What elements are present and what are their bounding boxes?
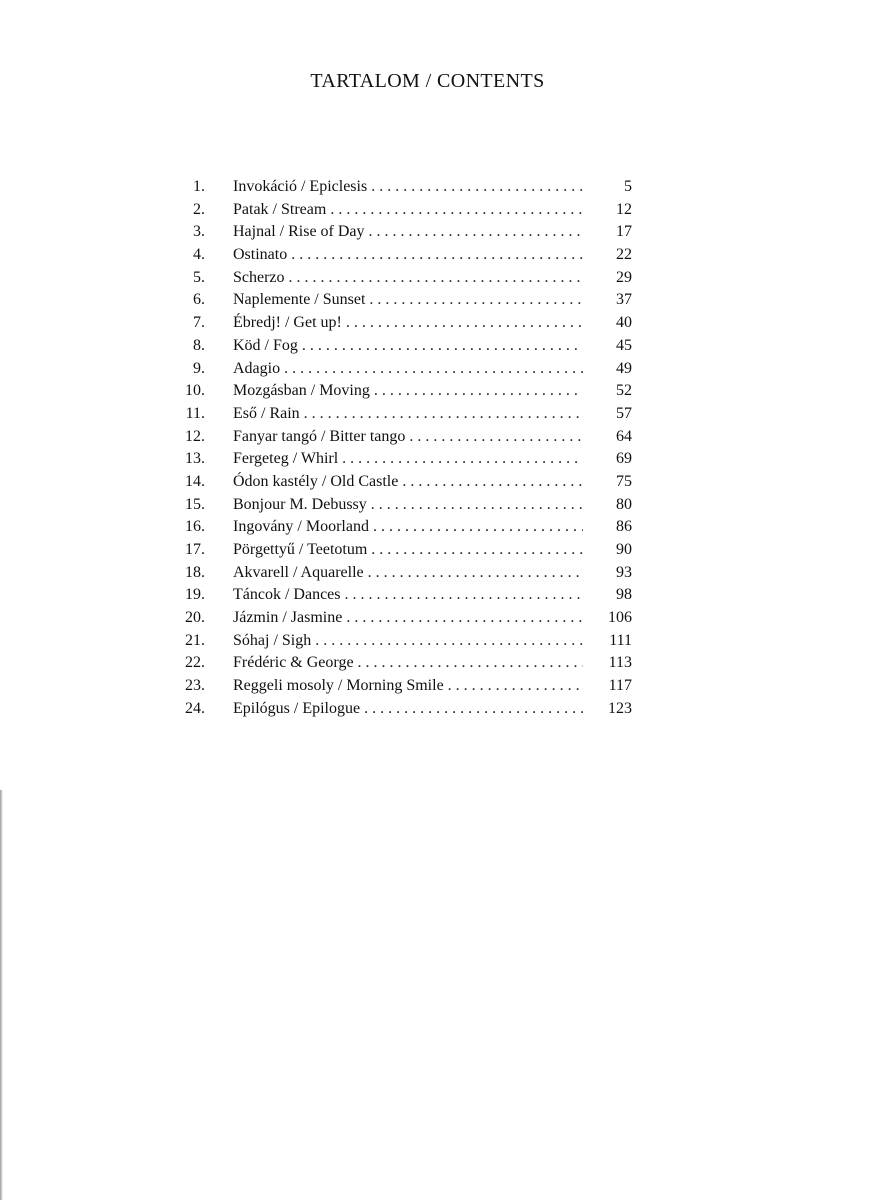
- entry-number: 2.: [193, 200, 205, 218]
- dot-leader: [342, 448, 583, 471]
- dot-leader: [345, 584, 583, 607]
- entry-page-number: 106: [608, 609, 632, 627]
- entry-number: 22.: [185, 654, 205, 672]
- entry-page-number: 123: [608, 699, 632, 717]
- dot-leader: [369, 221, 583, 244]
- toc-entry: [0, 448, 871, 471]
- entry-number: 11.: [185, 404, 205, 422]
- dot-leader: [371, 539, 583, 562]
- entry-title: Hajnal / Rise of Day: [233, 223, 365, 241]
- entry-number: 9.: [193, 359, 205, 377]
- page-title: TARTALOM / CONTENTS: [310, 70, 545, 92]
- entry-title-line: [233, 630, 583, 653]
- entry-title-line: [233, 448, 583, 471]
- entry-title: Táncok / Dances: [233, 586, 341, 604]
- dot-leader: [302, 335, 583, 358]
- entry-number: 23.: [185, 677, 205, 695]
- entry-title: Köd / Fog: [233, 336, 298, 354]
- entry-page-number: 52: [616, 382, 632, 400]
- entry-page-number: 93: [616, 563, 632, 581]
- entry-page-number: 113: [608, 654, 632, 672]
- entry-number: 19.: [185, 586, 205, 604]
- entry-page-number: 45: [616, 336, 632, 354]
- entry-title: Fergeteg / Whirl: [233, 450, 339, 468]
- toc-entry: [0, 652, 871, 675]
- entry-number: 1.: [193, 178, 205, 195]
- toc-entry: [0, 630, 871, 653]
- dot-leader: [289, 267, 583, 290]
- entry-page-number: 49: [616, 359, 632, 377]
- entry-title-line: [233, 244, 583, 267]
- entry-title-line: [233, 426, 583, 449]
- entry-number: 21.: [185, 631, 205, 649]
- entry-title-line: [233, 176, 583, 199]
- entry-title: Reggeli mosoly / Morning Smile: [233, 677, 444, 695]
- entry-title: Mozgásban / Moving: [233, 382, 370, 400]
- entry-page-number: 64: [616, 427, 632, 445]
- toc-entry: [0, 675, 871, 698]
- entry-title: Eső / Rain: [233, 404, 300, 422]
- entry-number: 15.: [185, 495, 205, 513]
- dot-leader: [371, 176, 583, 199]
- entry-page-number: 40: [616, 314, 632, 332]
- toc-entry: [0, 289, 871, 312]
- entry-title-line: [233, 494, 583, 517]
- entry-number: 13.: [185, 450, 205, 468]
- entry-title: Ódon kastély / Old Castle: [233, 472, 399, 490]
- entry-page-number: 98: [616, 586, 632, 604]
- dot-leader: [369, 289, 583, 312]
- toc-entry: [0, 312, 871, 335]
- entry-title: Epilógus / Epilogue: [233, 699, 361, 717]
- entry-title: Ingovány / Moorland: [233, 518, 369, 536]
- entry-page-number: 75: [616, 472, 632, 490]
- entry-title-line: [233, 289, 583, 312]
- toc-entry: [0, 494, 871, 517]
- dot-leader: [368, 562, 583, 585]
- entry-title-line: [233, 516, 583, 539]
- entry-number: 5.: [193, 268, 205, 286]
- entry-title-line: [233, 607, 583, 630]
- entry-title-line: [233, 471, 583, 494]
- entry-title: Jázmin / Jasmine: [233, 609, 343, 627]
- dot-leader: [315, 630, 583, 653]
- dot-leader: [284, 358, 583, 381]
- entry-title: Frédéric & George: [233, 654, 354, 672]
- entry-title-line: [233, 562, 583, 585]
- entry-page-number: 69: [616, 450, 632, 468]
- entry-title: Pörgettyű / Teetotum: [233, 541, 368, 558]
- entry-page-number: 29: [616, 268, 632, 286]
- entry-title-line: [233, 335, 583, 358]
- entry-number: 10.: [185, 382, 205, 400]
- dot-leader: [373, 516, 583, 539]
- entry-page-number: 117: [608, 677, 632, 695]
- entry-number: 14.: [185, 472, 205, 490]
- entry-number: 3.: [193, 223, 205, 241]
- entry-title: Patak / Stream: [233, 200, 327, 218]
- contents-list: [0, 176, 871, 721]
- entry-number: 12.: [185, 427, 205, 445]
- entry-title-line: [233, 584, 583, 607]
- dot-leader: [346, 312, 583, 335]
- entry-number: 6.: [193, 291, 205, 309]
- entry-title: Scherzo: [233, 268, 285, 286]
- dot-leader: [291, 244, 583, 267]
- entry-title-line: [233, 675, 583, 698]
- entry-number: 24.: [185, 699, 205, 717]
- toc-entry: [0, 176, 871, 199]
- entry-title: Ébredj! / Get up!: [233, 314, 342, 332]
- entry-page-number: 111: [609, 631, 632, 649]
- entry-title: Fanyar tangó / Bitter tango: [233, 427, 406, 445]
- entry-title: Bonjour M. Debussy: [233, 495, 367, 513]
- entry-number: 16.: [185, 518, 205, 536]
- entry-title: Naplemente / Sunset: [233, 291, 366, 309]
- dot-leader: [304, 403, 583, 426]
- entry-page-number: 90: [616, 541, 632, 558]
- entry-title: Adagio: [233, 359, 281, 377]
- dot-leader: [346, 607, 583, 630]
- toc-entry: [0, 584, 871, 607]
- entry-page-number: 12: [616, 200, 632, 218]
- toc-entry: [0, 199, 871, 222]
- entry-page-number: 22: [616, 246, 632, 264]
- toc-entry: [0, 562, 871, 585]
- entry-title-line: [233, 652, 583, 675]
- toc-entry: [0, 607, 871, 630]
- entry-title-line: [233, 221, 583, 244]
- entry-page-number: 80: [616, 495, 632, 513]
- entry-page-number: 5: [624, 178, 632, 195]
- entry-number: 4.: [193, 246, 205, 264]
- entry-page-number: 57: [616, 404, 632, 422]
- toc-entry: [0, 471, 871, 494]
- toc-entry: [0, 426, 871, 449]
- entry-number: 17.: [185, 541, 205, 558]
- dot-leader: [330, 199, 583, 222]
- entry-title-line: [233, 358, 583, 381]
- toc-entry: [0, 516, 871, 539]
- entry-title-line: [233, 267, 583, 290]
- entry-number: 18.: [185, 563, 205, 581]
- entry-title-line: [233, 380, 583, 403]
- entry-page-number: 17: [616, 223, 632, 241]
- dot-leader: [448, 675, 583, 698]
- scan-page-edge: [0, 790, 3, 1200]
- toc-entry: [0, 539, 871, 562]
- entry-number: 8.: [193, 336, 205, 354]
- entry-title-line: [233, 698, 583, 721]
- toc-entry: [0, 358, 871, 381]
- entry-title: Ostinato: [233, 246, 288, 264]
- entry-page-number: 37: [616, 291, 632, 309]
- dot-leader: [371, 494, 583, 517]
- entry-title-line: [233, 539, 583, 562]
- toc-entry: [0, 403, 871, 426]
- toc-entry: [0, 335, 871, 358]
- toc-entry: [0, 221, 871, 244]
- toc-entry: [0, 380, 871, 403]
- toc-entry: [0, 267, 871, 290]
- dot-leader: [374, 380, 583, 403]
- dot-leader: [364, 698, 583, 721]
- entry-title-line: [233, 312, 583, 335]
- entry-number: 20.: [185, 609, 205, 627]
- entry-number: 7.: [193, 314, 205, 332]
- entry-title: Akvarell / Aquarelle: [233, 563, 364, 581]
- toc-entry: [0, 698, 871, 721]
- dot-leader: [358, 652, 583, 675]
- entry-title-line: [233, 199, 583, 222]
- toc-entry: [0, 244, 871, 267]
- entry-title: Invokáció / Epiclesis: [233, 178, 368, 195]
- dot-leader: [402, 471, 583, 494]
- entry-page-number: 86: [616, 518, 632, 536]
- dot-leader: [409, 426, 583, 449]
- entry-title: Sóhaj / Sigh: [233, 631, 312, 649]
- entry-title-line: [233, 403, 583, 426]
